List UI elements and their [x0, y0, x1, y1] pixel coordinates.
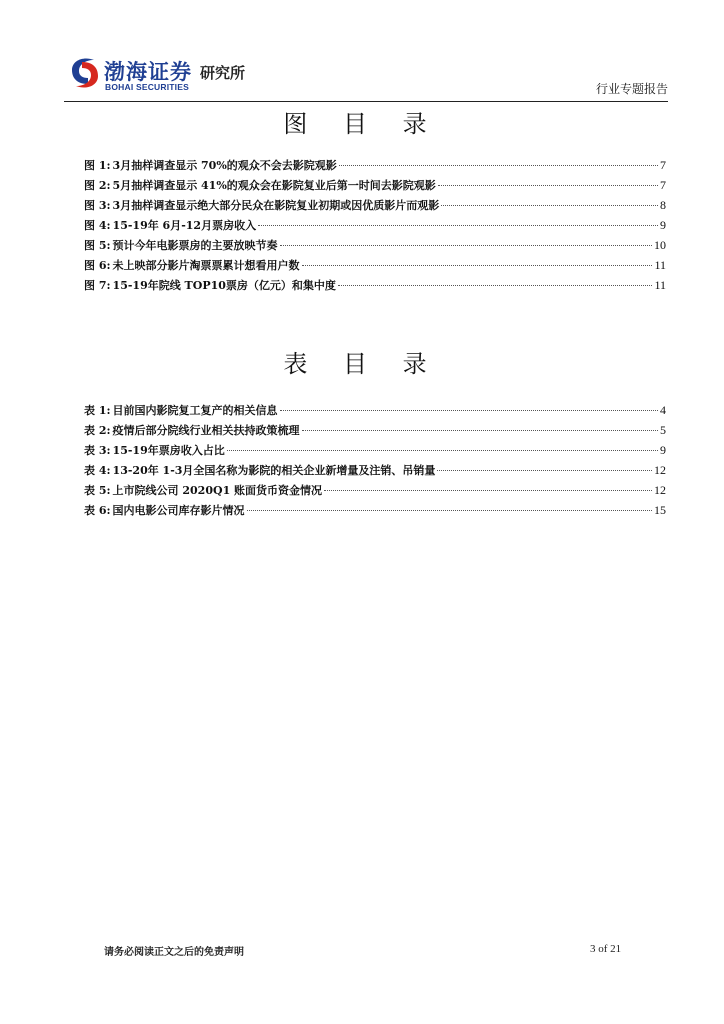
- page-number: 3 of 21: [590, 943, 622, 955]
- entry-title: 未上映部分影片淘票票累计想看用户数: [112, 259, 300, 272]
- entry-title: 目前国内影院复工复产的相关信息: [112, 404, 278, 417]
- entry-title: 预计今年电影票房的主要放映节奏: [112, 239, 278, 252]
- entry-title: 15-19年票房收入占比: [112, 444, 225, 457]
- entry-page-number: 12: [654, 483, 666, 497]
- dot-leader: [247, 510, 652, 511]
- dot-leader: [438, 185, 658, 186]
- entry-page-number: 8: [660, 198, 666, 212]
- dot-leader: [258, 225, 658, 226]
- entry-title: 3月抽样调查显示绝大部分民众在影院复业初期或因优质影片而观影: [112, 199, 440, 212]
- header-divider: [64, 101, 668, 102]
- dot-leader: [324, 490, 652, 491]
- entry-title: 上市院线公司 2020Q1 账面货币资金情况: [112, 484, 323, 497]
- entry-label: 图 7:: [84, 279, 111, 292]
- entry-label: 表 1:: [84, 404, 111, 417]
- entry-page-number: 7: [660, 178, 666, 192]
- entry-label: 表 5:: [84, 484, 111, 497]
- figure-toc-entry[interactable]: [84, 157, 666, 177]
- entry-page-number: 15: [654, 503, 666, 517]
- entry-label: 图 4:: [84, 219, 111, 232]
- table-toc-entry[interactable]: [84, 442, 666, 462]
- figure-toc-entry[interactable]: [84, 237, 666, 257]
- table-toc-entry[interactable]: [84, 482, 666, 502]
- figure-toc-entry[interactable]: [84, 197, 666, 217]
- entry-title: 5月抽样调查显示 41%的观众会在影院复业后第一时间去影院观影: [112, 179, 436, 192]
- figure-toc-entry[interactable]: [84, 217, 666, 237]
- entry-label: 图 1:: [84, 159, 111, 172]
- entry-label: 图 2:: [84, 179, 111, 192]
- dot-leader: [437, 470, 652, 471]
- figure-toc-entry[interactable]: [84, 277, 666, 297]
- entry-page-number: 11: [654, 278, 666, 292]
- dot-leader: [227, 450, 658, 451]
- entry-page-number: 11: [654, 258, 666, 272]
- tables-toc-title: 表 目 录: [283, 350, 441, 378]
- entry-label: 图 3:: [84, 199, 111, 212]
- figure-toc-entry[interactable]: [84, 257, 666, 277]
- page-header: [64, 50, 668, 102]
- entry-title: 国内电影公司库存影片情况: [112, 504, 245, 517]
- dot-leader: [280, 410, 658, 411]
- figures-toc-list: [84, 157, 666, 297]
- entry-label: 表 3:: [84, 444, 111, 457]
- entry-label: 图 5:: [84, 239, 111, 252]
- table-toc-entry[interactable]: [84, 502, 666, 522]
- dot-leader: [302, 430, 658, 431]
- entry-title: 15-19年 6月-12月票房收入: [112, 219, 257, 232]
- dot-leader: [441, 205, 658, 206]
- dot-leader: [339, 165, 658, 166]
- entry-title: 13-20年 1-3月全国名称为影院的相关企业新增量及注销、吊销量: [112, 464, 436, 477]
- figures-toc-title: 图 目 录: [283, 110, 441, 138]
- dot-leader: [338, 285, 653, 286]
- table-toc-entry[interactable]: [84, 462, 666, 482]
- tables-toc-list: [84, 402, 666, 522]
- logo-english-name: BOHAI SECURITIES: [105, 82, 189, 92]
- logo-chinese-name: 渤海证券: [104, 60, 192, 84]
- entry-page-number: 5: [660, 423, 666, 437]
- entry-page-number: 7: [660, 158, 666, 172]
- table-toc-entry[interactable]: [84, 422, 666, 442]
- entry-page-number: 9: [660, 218, 666, 232]
- entry-label: 表 2:: [84, 424, 111, 437]
- entry-page-number: 10: [654, 238, 666, 252]
- figure-toc-entry[interactable]: [84, 177, 666, 197]
- entry-page-number: 4: [660, 403, 666, 417]
- bohai-logo-icon: [68, 54, 102, 92]
- entry-page-number: 9: [660, 443, 666, 457]
- entry-label: 图 6:: [84, 259, 111, 272]
- entry-title: 15-19年院线 TOP10票房（亿元）和集中度: [112, 279, 336, 292]
- entry-title: 3月抽样调查显示 70%的观众不会去影院观影: [112, 159, 337, 172]
- dot-leader: [280, 245, 652, 246]
- report-type-label: 行业专题报告: [595, 82, 668, 96]
- entry-label: 表 4:: [84, 464, 111, 477]
- entry-page-number: 12: [654, 463, 666, 477]
- table-toc-entry[interactable]: [84, 402, 666, 422]
- institute-label: 研究所: [200, 64, 246, 82]
- entry-label: 表 6:: [84, 504, 111, 517]
- disclaimer-note: 请务必阅读正文之后的免责声明: [104, 947, 244, 958]
- entry-title: 疫情后部分院线行业相关扶持政策梳理: [112, 424, 300, 437]
- dot-leader: [302, 265, 653, 266]
